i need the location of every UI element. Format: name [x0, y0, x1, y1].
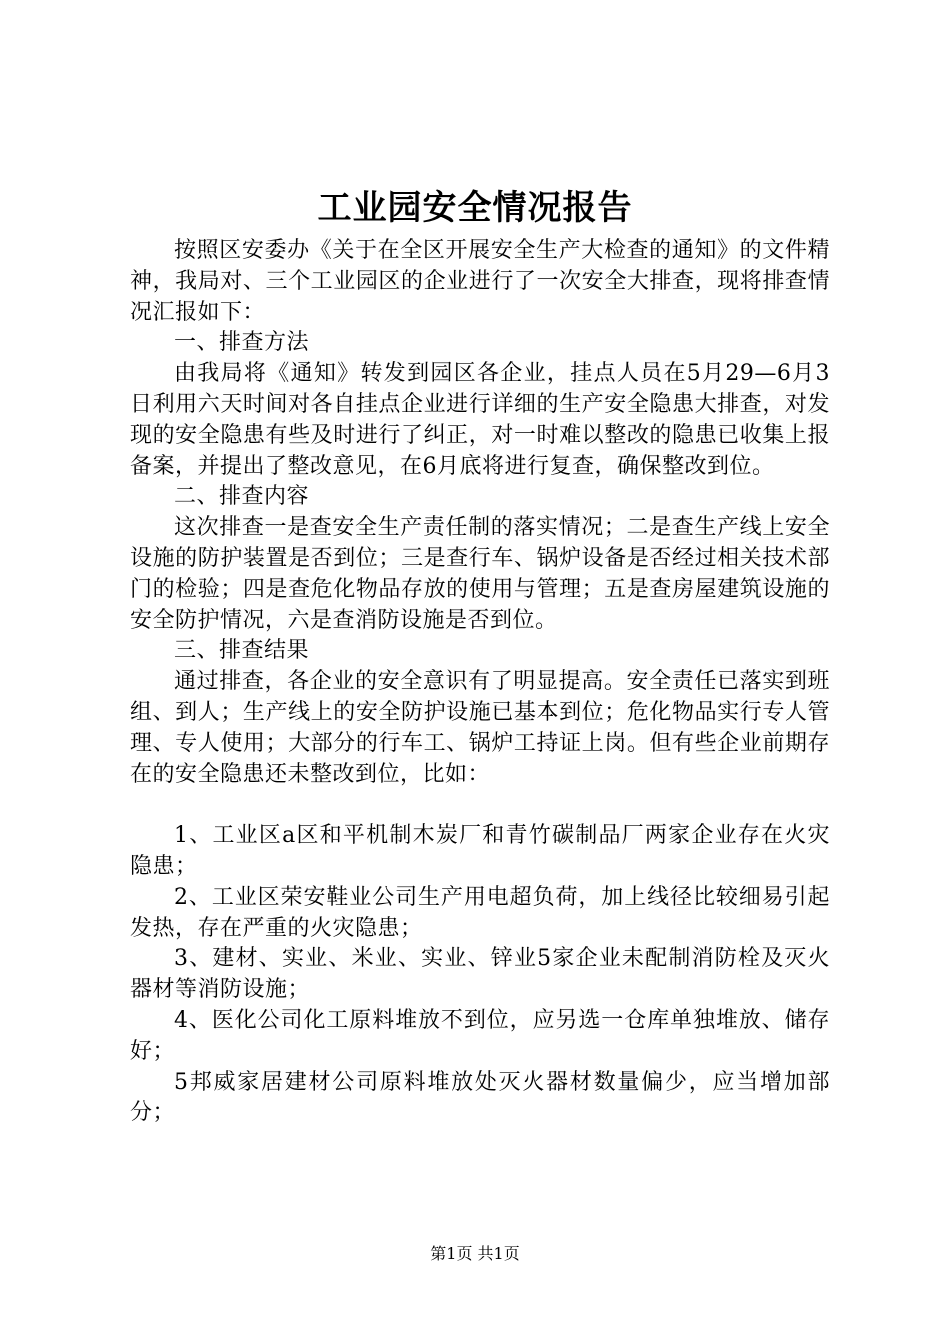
list-item: 1、工业区a区和平机制木炭厂和青竹碳制品厂两家企业存在火灾隐患；: [130, 823, 830, 879]
list-item: 4、医化公司化工原料堆放不到位，应另选一仓库单独堆放、储存好；: [130, 1007, 830, 1064]
section-heading-method: 一、排查方法: [174, 330, 310, 356]
page-footer: 第1页 共1页: [430, 1244, 520, 1263]
intro-paragraph: 按照区安委办《关于在全区开展安全生产大检查的通知》的文件精神，我局对、三个工业园区的企业进行了一次安全大排查，现将排查情况汇报如下：: [130, 238, 830, 325]
list-item: 3、建材、实业、米业、实业、锌业5家企业未配制消防栓及灭火器材等消防设施；: [130, 946, 830, 1003]
list-item: 2、工业区荣安鞋业公司生产用电超负荷，加上线径比较细易引起发热，存在严重的火灾隐患；: [130, 884, 830, 941]
list-item: 5邦威家居建材公司原料堆放处灭火器材数量偏少，应当增加部分；: [130, 1069, 830, 1126]
document-title: 工业园安全情况报告: [317, 188, 633, 228]
document-body: [130, 236, 830, 1129]
method-paragraph: 由我局将《通知》转发到园区各企业，挂点人员在5月29—6月3日利用六天时间对各自挂点企业进行详细的生产安全隐患大排查，对发现的安全隐患有些及时进行了纠正，对一时难以整改的隐患已收集上报备案，并提出了整改意见，在6月底将进行复查，确保整改到位。: [130, 361, 830, 479]
blank-line: [130, 790, 830, 821]
result-paragraph: 通过排查，各企业的安全意识有了明显提高。安全责任已落实到班组、到人；生产线上的安全防护设施已基本到位；危化物品实行专人管理、专人使用；大部分的行车工、锅炉工持证上岗。但有些企业前期存在的安全隐患还未整改到位，比如：: [130, 669, 830, 787]
section-heading-content: 二、排查内容: [174, 484, 310, 510]
content-paragraph: 这次排查一是查安全生产责任制的落实情况；二是查生产线上安全设施的防护装置是否到位；三是查行车、锅炉设备是否经过相关技术部门的检验；四是查危化物品存放的使用与管理；五是查房屋建筑设施的安全防护情况，六是查消防设施是否到位。: [130, 515, 830, 633]
section-heading-result: 三、排查结果: [174, 638, 310, 664]
